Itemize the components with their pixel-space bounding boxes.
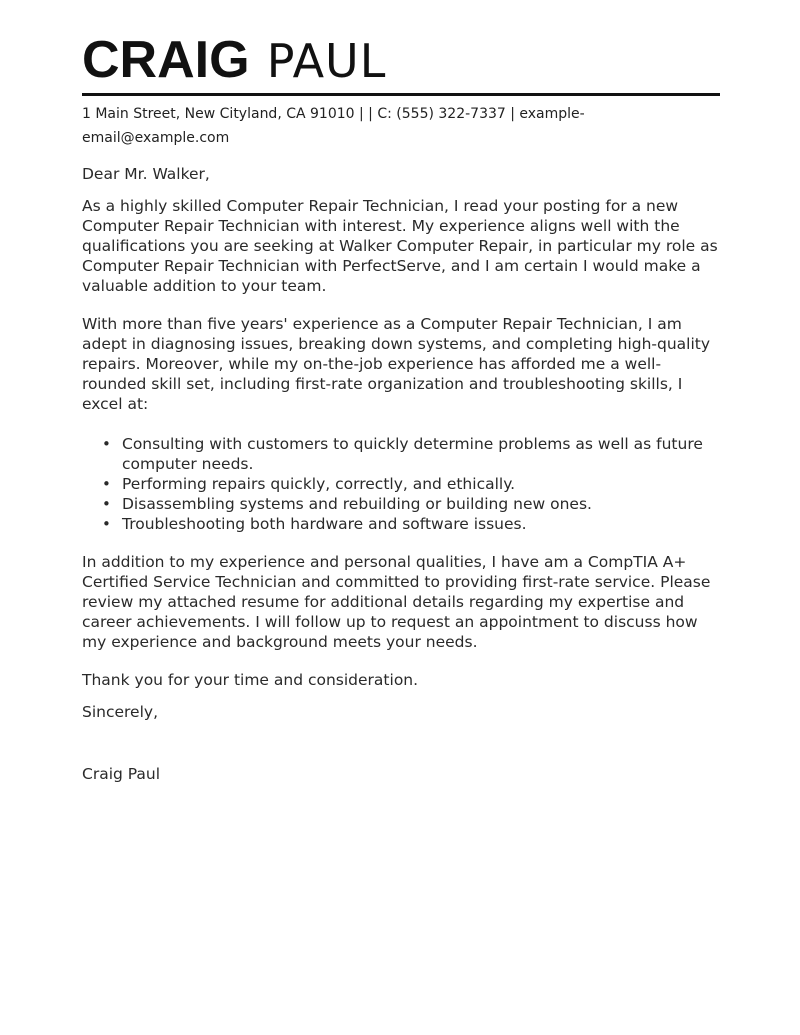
thanks-line: Thank you for your time and consideration. — [82, 671, 419, 689]
list-item-text: Troubleshooting both hardware and software issues. — [122, 515, 527, 533]
list-item — [102, 514, 722, 534]
list-item-text: Disassembling systems and rebuilding or building new ones. — [122, 495, 592, 513]
bullet-icon: • — [102, 515, 111, 533]
list-item — [102, 474, 722, 494]
paragraph-qualifications: In addition to my experience and personal qualities, I have am a CompTIA A+ Certified Service Technician and committed to providing first-rate service. Please review my attached resume for additional details regarding my expertise and career achievements. I will follow up to request an appointment to discuss how my experience and background meets your needs. — [82, 553, 711, 651]
paragraph-intro: As a highly skilled Computer Repair Technician, I read your posting for a new Computer Repair Technician with interest. My experience aligns well with the qualifications you are seeking at Walker Computer Repair, in particular my role as Computer Repair Technician with PerfectServe, and I am certain I would make a valuable addition to your team. — [82, 197, 718, 295]
bullet-icon: • — [102, 495, 111, 513]
first-name: CRAIG — [82, 31, 250, 89]
skills-list — [82, 434, 722, 534]
bullet-icon: • — [102, 435, 111, 453]
paragraph-experience: With more than five years' experience as a Computer Repair Technician, I am adept in diagnosing issues, breaking down systems, and completing high-quality repairs. Moreover, while my on-the-job experience has afforded me a well-rounded skill set, including first-rate organization and troubleshooting skills, I excel at: — [82, 315, 711, 413]
signature: Craig Paul — [82, 765, 161, 783]
list-item-text: Consulting with customers to quickly determine problems as well as future computer needs. — [122, 435, 703, 473]
closing: Sincerely, — [82, 703, 159, 721]
applicant-name — [82, 31, 722, 89]
list-item — [102, 434, 722, 474]
bullet-icon: • — [102, 475, 111, 493]
salutation: Dear Mr. Walker, — [82, 165, 210, 183]
last-name: PAUL — [266, 34, 387, 88]
cover-letter — [82, 31, 722, 784]
contact-info: 1 Main Street, New Cityland, CA 91010 | | C: (555) 322-7337 | example-email@example.com — [82, 106, 585, 146]
list-item — [102, 494, 722, 514]
header-divider — [82, 93, 720, 96]
list-item-text: Performing repairs quickly, correctly, and ethically. — [122, 475, 516, 493]
